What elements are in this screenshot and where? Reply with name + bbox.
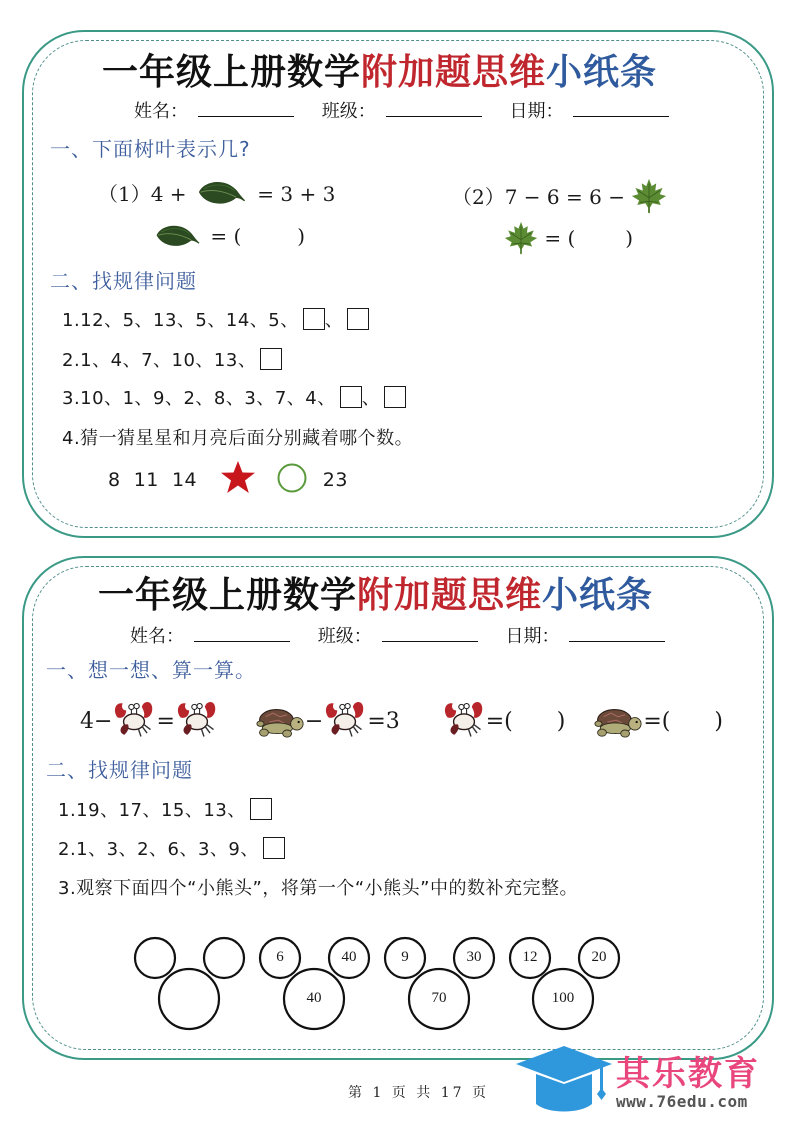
crab-icon	[323, 700, 367, 740]
seq-number: 8	[108, 469, 121, 491]
eq4-close: )	[714, 709, 723, 734]
turtle-icon	[593, 706, 643, 738]
pattern-item-1	[58, 796, 272, 822]
eq1-equals: =	[156, 709, 175, 734]
date-field[interactable]	[569, 625, 665, 642]
card1-title	[102, 44, 657, 95]
card2-title	[98, 567, 653, 618]
answer-box[interactable]	[303, 308, 325, 330]
seq-number: 23	[322, 469, 348, 491]
eq2-result: =3	[367, 709, 400, 734]
pattern-2-text: 2.1、3、2、6、3、9、	[58, 839, 259, 860]
eq1-start: 4−	[80, 709, 113, 734]
title-part-red: 附加题思维	[357, 574, 543, 616]
bear-right-ear-value: 20	[591, 949, 607, 965]
card2-section2-heading: 二、找规律问题	[46, 758, 193, 782]
bear-face-value: 100	[551, 990, 575, 1006]
bear-face-value: 70	[431, 990, 447, 1006]
eq2-minus: −	[304, 709, 324, 734]
bear-left-ear-value: 12	[522, 949, 538, 965]
bear-left-ear-value: 6	[276, 949, 284, 965]
separator: 、	[324, 310, 344, 331]
graduation-cap-icon	[512, 1044, 616, 1120]
title-part-blue: 小纸条	[546, 51, 658, 93]
bear-left-ear-value: 9	[401, 949, 409, 965]
bear-right-ear-value: 40	[341, 949, 357, 965]
star-moon-sequence	[108, 460, 348, 494]
answer-box[interactable]	[260, 348, 282, 370]
bear-heads-labels	[120, 915, 680, 1040]
leaf-answer-1	[152, 223, 305, 249]
card1-section2-heading: 二、找规律问题	[50, 269, 197, 293]
q2-answer-close: )	[625, 226, 634, 250]
pattern-3-text: 3.10、1、9、2、8、3、7、4、	[62, 388, 336, 409]
name-field[interactable]	[194, 625, 290, 642]
title-part-blue: 小纸条	[542, 574, 654, 616]
q2-answer-open: = (	[544, 226, 576, 250]
pattern-item-4: 4.猜一猜星星和月亮后面分别藏着哪个数。	[62, 428, 414, 449]
eq3-open: =(	[485, 709, 513, 734]
star-icon	[220, 460, 256, 494]
card1-section1-heading: 一、下面树叶表示几?	[50, 137, 251, 161]
card2-section1-heading: 一、想一想、算一算。	[46, 658, 256, 682]
leaf-question-1	[98, 178, 335, 207]
turtle-icon	[255, 706, 305, 738]
maple-leaf-icon	[504, 221, 538, 255]
oval-leaf-icon	[152, 223, 204, 249]
q1-answer-open: = (	[210, 224, 242, 248]
maple-leaf-icon	[631, 178, 667, 214]
eq4-open: =(	[643, 709, 671, 734]
date-label: 日期：	[505, 626, 560, 647]
answer-box[interactable]	[250, 798, 272, 820]
pattern-item-3: 3.观察下面四个“小熊头”，将第一个“小熊头”中的数补充完整。	[58, 878, 578, 899]
title-part-red: 附加题思维	[361, 51, 547, 93]
pattern-item-1	[62, 306, 369, 332]
name-label: 姓名：	[130, 626, 184, 647]
q1-prefix: （1）4 +	[98, 182, 187, 206]
page-number: 第 1 页 共 17 页	[348, 1085, 489, 1101]
answer-box[interactable]	[263, 837, 285, 859]
card2-info-row	[130, 622, 687, 648]
pattern-item-3	[62, 384, 406, 410]
answer-box[interactable]	[347, 308, 369, 330]
class-field[interactable]	[382, 625, 478, 642]
class-field[interactable]	[386, 100, 482, 117]
card1-info-row	[134, 97, 691, 123]
seq-number: 14	[171, 469, 198, 491]
crab-turtle-equations	[80, 700, 723, 740]
class-label: 班级：	[317, 626, 372, 647]
name-field[interactable]	[198, 100, 294, 117]
date-label: 日期：	[509, 101, 564, 122]
answer-box[interactable]	[340, 386, 362, 408]
brand-name: 其乐教育	[616, 1054, 760, 1094]
bear-face-value: 40	[306, 990, 322, 1006]
circle-icon	[276, 462, 308, 494]
date-field[interactable]	[573, 100, 669, 117]
oval-leaf-icon	[193, 179, 251, 207]
bear-right-ear-value: 30	[466, 949, 482, 965]
pattern-item-2	[62, 346, 282, 372]
pattern-2-text: 2.1、4、7、10、13、	[62, 350, 257, 371]
leaf-question-2	[452, 178, 667, 214]
crab-icon	[112, 700, 156, 740]
title-part-black: 一年级上册数学	[98, 574, 358, 616]
q1-answer-close: )	[297, 224, 306, 248]
separator: 、	[361, 388, 381, 409]
q2-prefix: （2）7 − 6 = 6 −	[452, 185, 625, 209]
q1-suffix: = 3 + 3	[257, 182, 336, 206]
title-part-black: 一年级上册数学	[102, 51, 362, 93]
answer-box[interactable]	[384, 386, 406, 408]
leaf-answer-2	[504, 221, 633, 255]
class-label: 班级：	[321, 101, 376, 122]
seq-number: 11	[133, 469, 159, 491]
crab-icon	[175, 700, 219, 740]
eq3-close: )	[556, 709, 566, 734]
pattern-1-text: 1.12、5、13、5、14、5、	[62, 310, 299, 331]
pattern-item-2	[58, 835, 285, 861]
name-label: 姓名：	[134, 101, 188, 122]
brand-url[interactable]: www.76edu.com	[616, 1092, 748, 1111]
pattern-1-text: 1.19、17、15、13、	[58, 800, 246, 821]
crab-icon	[442, 700, 486, 740]
